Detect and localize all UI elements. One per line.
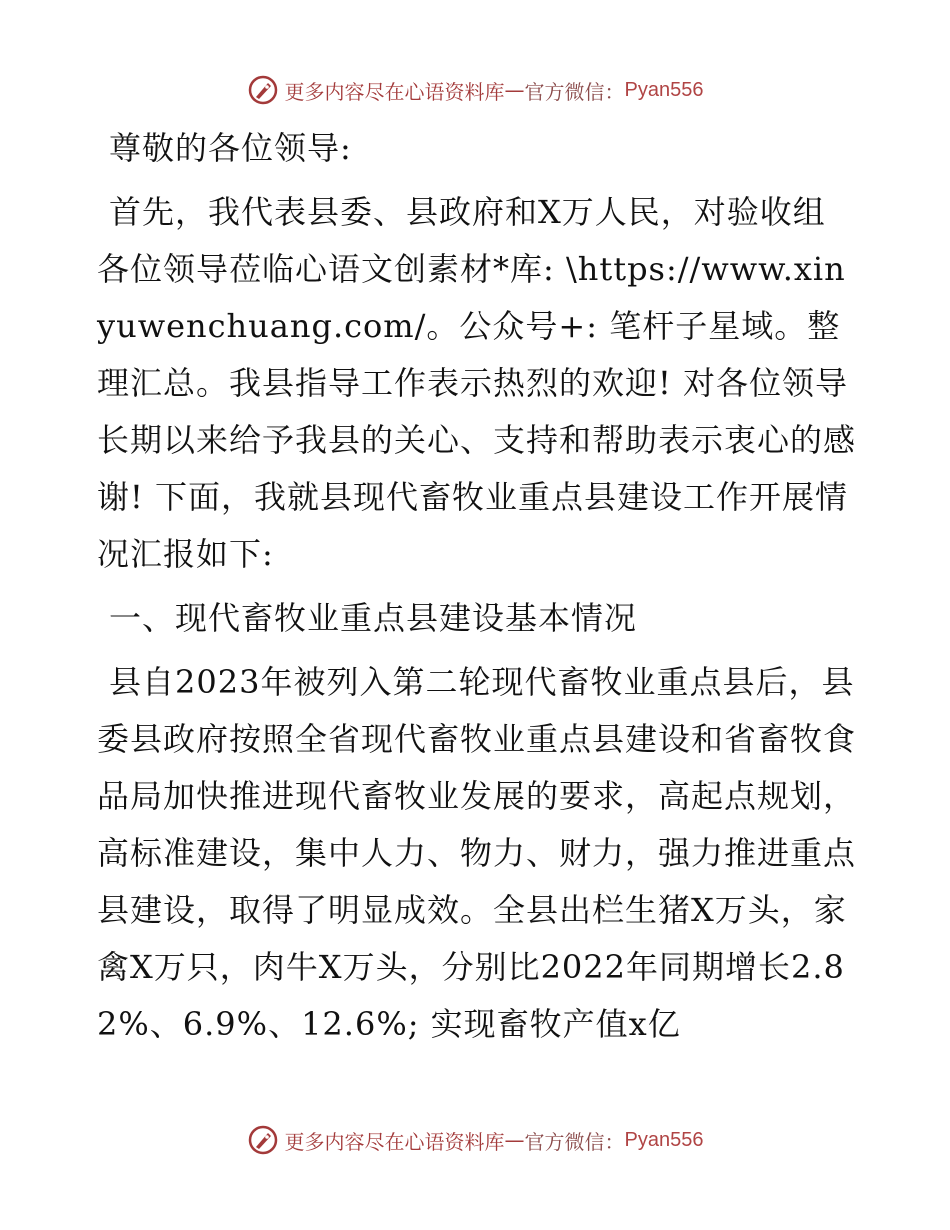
intro-paragraph: 首先，我代表县委、县政府和X万人民，对验收组各位领导莅临心语文创素材*库: \https://www.xinyuwenchuang.com/。公众号+: 笔杆子星域。整理汇总。我县指导工作表示热烈的欢迎! 对各位领导长期以来给予我县的关心、支持和帮助表示衷心的感谢! 下面，我就县现代畜牧业重点县建设工作开展情况汇报如下: xyxy=(97,193,857,573)
section-heading: 一、现代畜牧业重点县建设基本情况 xyxy=(109,599,638,637)
watermark-separator: — xyxy=(504,1128,525,1152)
header-watermark xyxy=(0,70,950,110)
pen-nib-logo-icon xyxy=(247,1124,279,1156)
watermark-brand: 更多内容尽在心语资料库 xyxy=(284,79,505,104)
salutation: 尊敬的各位领导: xyxy=(109,129,352,167)
footer-watermark xyxy=(0,1120,950,1160)
pen-nib-logo-icon xyxy=(247,74,279,106)
section-paragraph: 县自2023年被列入第二轮现代畜牧业重点县后，县委县政府按照全省现代畜牧业重点县建设和省畜牧食品局加快推进现代畜牧业发展的要求，高起点规划，高标准建设，集中人力、物力、财力，强力推进重点县建设，取得了明显成效。全县出栏生猪X万头，家禽X万只，肉牛X万头，分别比2022年同期增长2.82%、6.9%、12.6%; 实现畜牧产值x亿 xyxy=(97,663,857,1043)
watermark-separator: — xyxy=(504,78,525,102)
document-body xyxy=(97,120,857,1060)
watermark-wechat-id: Pyan556 xyxy=(624,78,704,101)
watermark-brand: 更多内容尽在心语资料库 xyxy=(284,1129,505,1154)
watermark-wechat-label: 官方微信： xyxy=(524,79,625,104)
watermark-wechat-label: 官方微信： xyxy=(524,1129,625,1154)
watermark-wechat-id: Pyan556 xyxy=(624,1128,704,1151)
